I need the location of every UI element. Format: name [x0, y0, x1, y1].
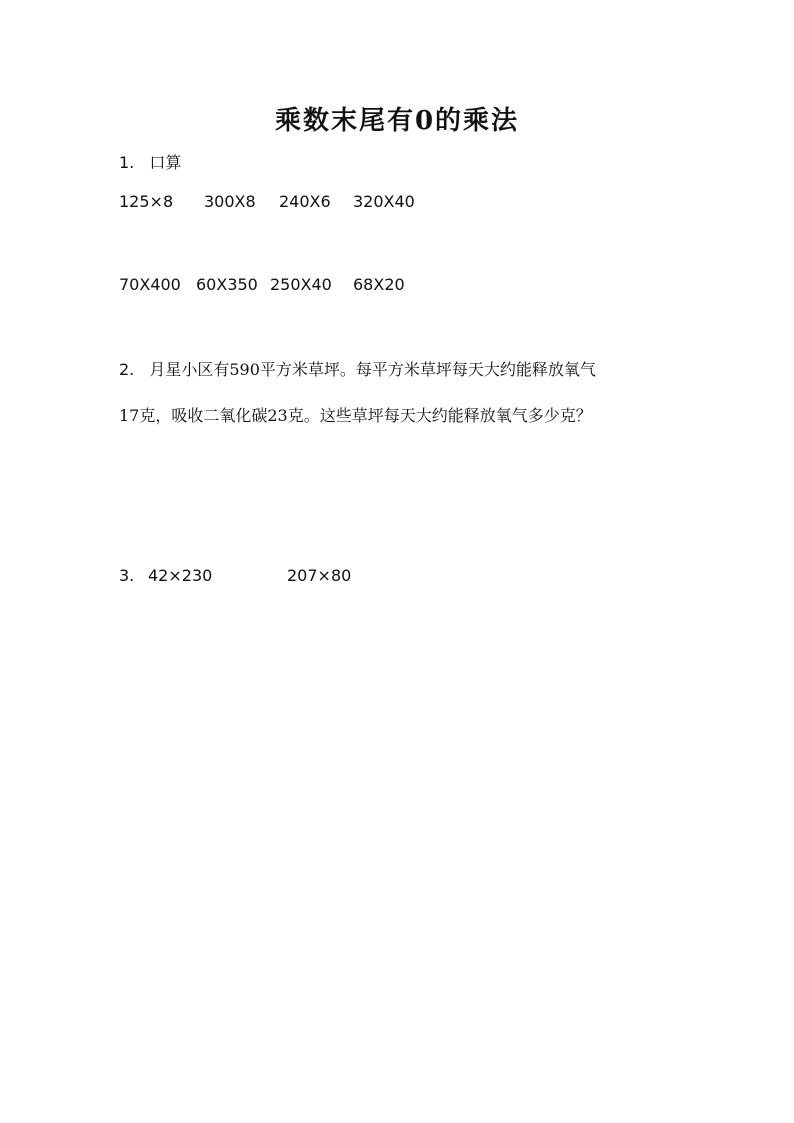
oral-calc-item: 60X350	[196, 275, 258, 294]
oral-calc-item: 68X20	[353, 275, 405, 294]
oral-calc-item: 240X6	[279, 192, 331, 211]
page-title: 乘数末尾有0的乘法	[274, 106, 520, 136]
oral-calc-item: 125×8	[119, 192, 174, 211]
question-3-expr: 207×80	[287, 566, 352, 585]
question-2-line-1	[119, 357, 689, 380]
question-2-text-1: 月星小区有590平方米草坪。每平方米草坪每天大约能释放氧气	[149, 360, 596, 379]
question-3-number: 3.	[119, 566, 135, 585]
question-2-text-2: 17克，吸收二氧化碳23克。这些草坪每天大约能释放氧气多少克？	[119, 406, 592, 425]
question-1-label: 口算	[149, 153, 182, 172]
oral-calc-item: 250X40	[270, 275, 332, 294]
question-1-number: 1.	[119, 153, 135, 172]
question-3-expr: 42×230	[148, 566, 213, 585]
question-2-number: 2.	[119, 360, 135, 379]
oral-calc-item: 320X40	[353, 192, 415, 211]
question-1-heading	[119, 150, 181, 173]
question-3-line	[119, 566, 134, 585]
oral-calc-item: 300X8	[204, 192, 256, 211]
oral-calc-item: 70X400	[119, 275, 181, 294]
